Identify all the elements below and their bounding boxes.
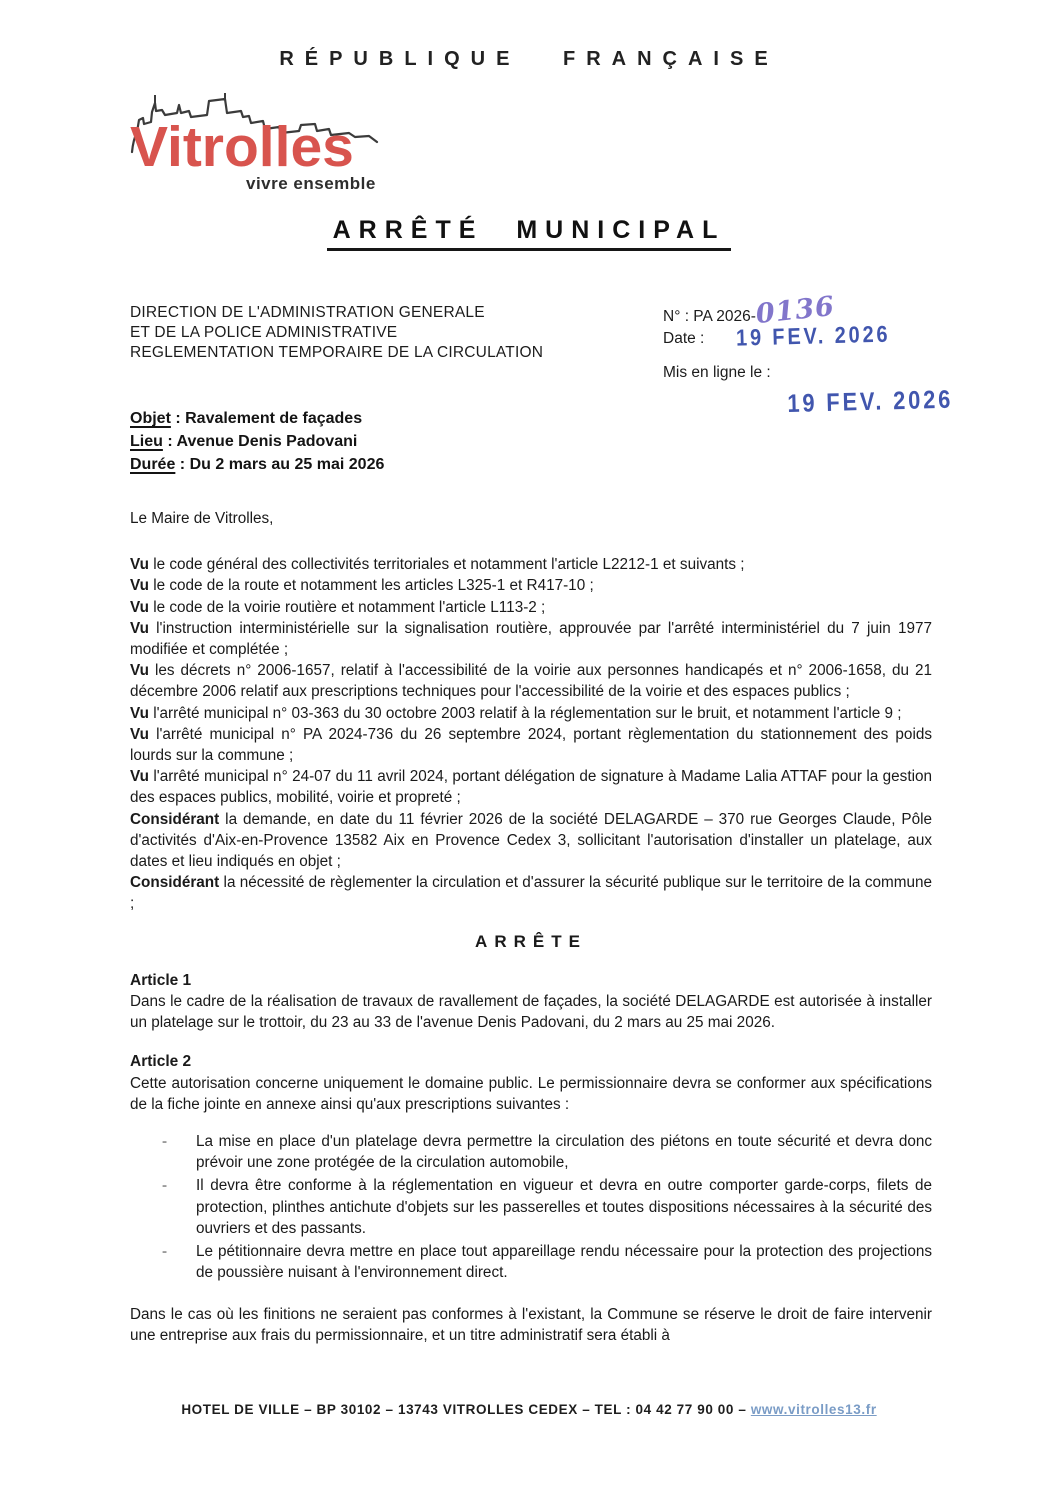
list-item: - Le pétitionnaire devra mettre en place tout appareillage rendu nécessaire pour la protection des projections de poussière nuisant à l'environnement direct. [196,1241,932,1283]
decree-body [130,508,932,1346]
decree-date: Date : 19 FEV. 2026 [663,321,892,352]
recital-paragraph: Vu l'arrêté municipal n° 24-07 du 11 avril 2024, portant délégation de signature à Madame Lalia ATTAF pour la gestion des espaces publics, mobilité, voirie et propreté ; [130,768,932,807]
recital-paragraph: Considérant la nécessité de règlementer la circulation et d'assurer la sécurité publique sur le territoire de la commune ; [130,874,932,913]
footer [0,1402,1058,1417]
article-1-title: Article 1 [130,971,192,989]
department-line: REGLEMENTATION TEMPORAIRE DE LA CIRCULATION [130,344,544,361]
decree-number: N° : PA 2026-0136 [663,290,837,331]
reference-block [663,290,963,418]
online-date-stamp: 19 FEV. 2026 [787,384,954,418]
recital-paragraph: Vu l'instruction interministérielle sur la signalisation routière, approuvée par l'arrêté interministériel du 7 juin 1977 modifiée et complétée ; [130,619,932,659]
recital-paragraph: Vu le code de la voirie routière et notamment l'article L113-2 ; [130,598,546,616]
list-item: - La mise en place d'un platelage devra permettre la circulation des piétons en toute sécurité et devra donc prévoir une zone protégée de la circulation automobile, [196,1131,932,1173]
online-date-label: Mis en ligne le : [663,364,771,381]
prescriptions-list [130,1131,932,1283]
issuing-department [130,303,543,415]
republic-heading: RÉPUBLIQUE FRANÇAISE [279,48,779,70]
recital-paragraph: Considérant la demande, en date du 11 février 2026 de la société DELAGARDE – 370 rue Georges Claude, Pôle d'activités d'Aix-en-Provence 13582 Aix en Provence Cedex 3, sollicitant l'autorisation d'installer un platelage, aux dates et lieu indiqués en objet ; [130,810,932,871]
footer-address: HOTEL DE VILLE – BP 30102 – 13743 VITROLLES CEDEX – TEL : 04 42 77 90 00 – [181,1402,751,1417]
handwritten-number: 0136 [754,290,837,331]
list-item: - Il devra être conforme à la réglementation en vigueur et devra en outre comporter garde-corps, filets de protection, plinthes antichute d'objets sur les passerelles et toutes dispositions nécessaires à la sécurité des ouvriers et des passants. [196,1175,932,1239]
arrete-heading: ARRÊTE [475,931,587,951]
subject-objet: Objet : Ravalement de façades [130,410,363,427]
vitrolles-logo [128,90,418,200]
salutation: Le Maire de Vitrolles, [130,510,274,527]
department-line: DIRECTION DE L'ADMINISTRATION GENERALE [130,304,485,321]
subject-block [130,407,384,476]
meta-row [130,290,963,418]
online-date [663,383,963,418]
subject-duree: Durée : Du 2 mars au 25 mai 2026 [130,456,385,473]
recital-paragraph: Vu le code de la route et notamment les articles L325-1 et R417-10 ; [130,577,594,595]
document-title: ARRÊTÉ MUNICIPAL [327,216,732,251]
date-stamp: 19 FEV. 2026 [736,321,892,352]
article-1-text: Dans le cadre de la réalisation de travaux de ravallement de façades, la société DELAGARDE est autorisée à installer un platelage sur le trottoir, du 23 au 33 de l'avenue Denis Padovani, du 2 mars au 25 mai 2026. [130,993,932,1032]
logo-tagline: vivre ensemble [246,174,376,193]
subject-lieu: Lieu : Avenue Denis Padovani [130,433,358,450]
recital-paragraph: Vu l'arrêté municipal n° PA 2024-736 du 26 septembre 2024, portant règlementation du stationnement des poids lourds sur la commune ; [130,725,932,765]
recital-paragraph: Vu les décrets n° 2006-1657, relatif à l'accessibilité de la voirie aux personnes handicapés et n° 2006-1658, du 21 décembre 2006 relatif aux prescriptions techniques pour l'accessibilité de la voirie et des espaces publics ; [130,662,932,701]
article-2-title: Article 2 [130,1053,192,1071]
logo-wordmark: Vitrolles [130,115,354,179]
recital-paragraph: Vu l'arrêté municipal n° 03-363 du 30 octobre 2003 relatif à la réglementation sur le bruit, et notamment l'article 9 ; [130,704,902,722]
recital-paragraph: Vu le code général des collectivités territoriales et notamment l'article L2212-1 et suivants ; [130,556,745,574]
closing-paragraph: Dans le cas où les finitions ne seraient pas conformes à l'existant, la Commune se réserve le droit de faire intervenir une entreprise aux frais du permissionnaire, et un titre administratif sera établi à [130,1305,932,1344]
article-2-text: Cette autorisation concerne uniquement le domaine public. Le permissionnaire devra se conformer aux spécifications de la fiche jointe en annexe ainsi qu'aux prescriptions suivantes : [130,1074,932,1113]
department-line: ET DE LA POLICE ADMINISTRATIVE [130,324,398,341]
footer-website-link[interactable]: www.vitrolles13.fr [750,1402,877,1417]
